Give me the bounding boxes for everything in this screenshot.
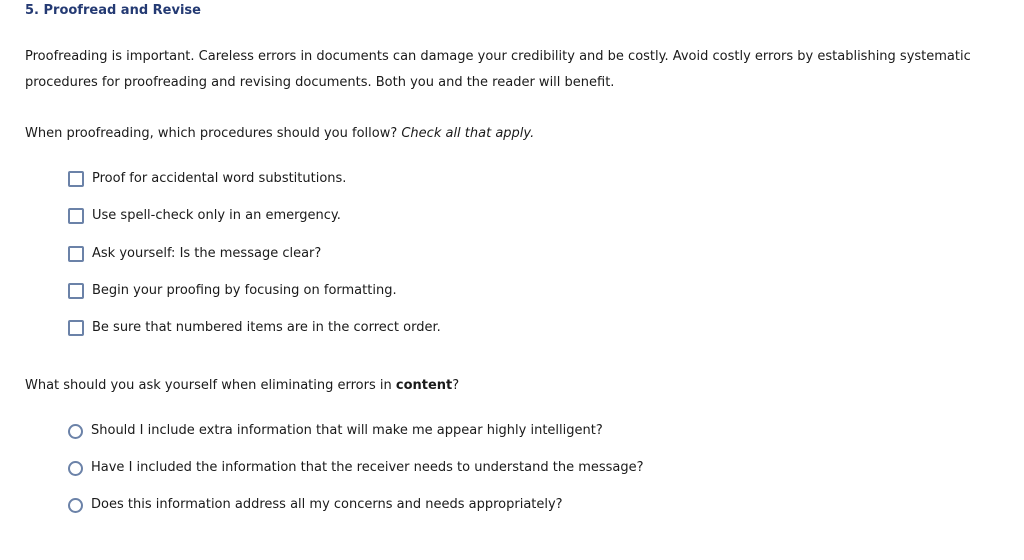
question-2-text: What should you ask yourself when eliminating errors in bbox=[25, 378, 396, 393]
checkbox-option-label: Use spell-check only in an emergency. bbox=[92, 208, 341, 223]
intro-paragraph: Proofreading is important. Careless errors in documents can damage your credibility and be costly. Avoid costly errors by establishing systematic procedures for proofreading and revising documents. Both you and the reader will benefit. bbox=[25, 49, 971, 90]
checkbox-option-label: Ask yourself: Is the message clear? bbox=[92, 246, 322, 261]
checkbox[interactable] bbox=[68, 320, 84, 336]
checkbox[interactable] bbox=[68, 283, 84, 299]
radio-option[interactable] bbox=[68, 496, 563, 514]
checkbox-option[interactable] bbox=[68, 170, 346, 188]
radio-option-label: Should I include extra information that will make me appear highly intelligent? bbox=[91, 423, 603, 438]
question-1-text: When proofreading, which procedures should you follow? bbox=[25, 126, 402, 141]
radio-button[interactable] bbox=[68, 461, 83, 476]
radio-button[interactable] bbox=[68, 498, 83, 513]
question-1-instruction: Check all that apply. bbox=[401, 126, 535, 141]
question-2-prompt bbox=[25, 377, 459, 395]
checkbox-option-label: Be sure that numbered items are in the correct order. bbox=[92, 320, 441, 335]
section-title: 5. Proofread and Revise bbox=[25, 3, 201, 18]
checkbox-option[interactable] bbox=[68, 319, 441, 337]
checkbox-option-label: Proof for accidental word substitutions. bbox=[92, 171, 347, 186]
checkbox[interactable] bbox=[68, 208, 84, 224]
question-1-prompt bbox=[25, 125, 534, 143]
radio-button[interactable] bbox=[68, 424, 83, 439]
radio-option-label: Have I included the information that the receiver needs to understand the message? bbox=[91, 460, 644, 475]
radio-option[interactable] bbox=[68, 459, 644, 477]
checkbox-option[interactable] bbox=[68, 282, 397, 300]
question-2-end: ? bbox=[452, 378, 460, 393]
checkbox[interactable] bbox=[68, 171, 84, 187]
checkbox-option-label: Begin your proofing by focusing on formatting. bbox=[92, 283, 397, 298]
checkbox-option[interactable] bbox=[68, 245, 321, 263]
radio-option-label: Does this information address all my concerns and needs appropriately? bbox=[91, 497, 563, 512]
checkbox[interactable] bbox=[68, 246, 84, 262]
checkbox-option[interactable] bbox=[68, 207, 341, 225]
radio-option[interactable] bbox=[68, 422, 603, 440]
question-2-emphasis: content bbox=[395, 378, 453, 393]
